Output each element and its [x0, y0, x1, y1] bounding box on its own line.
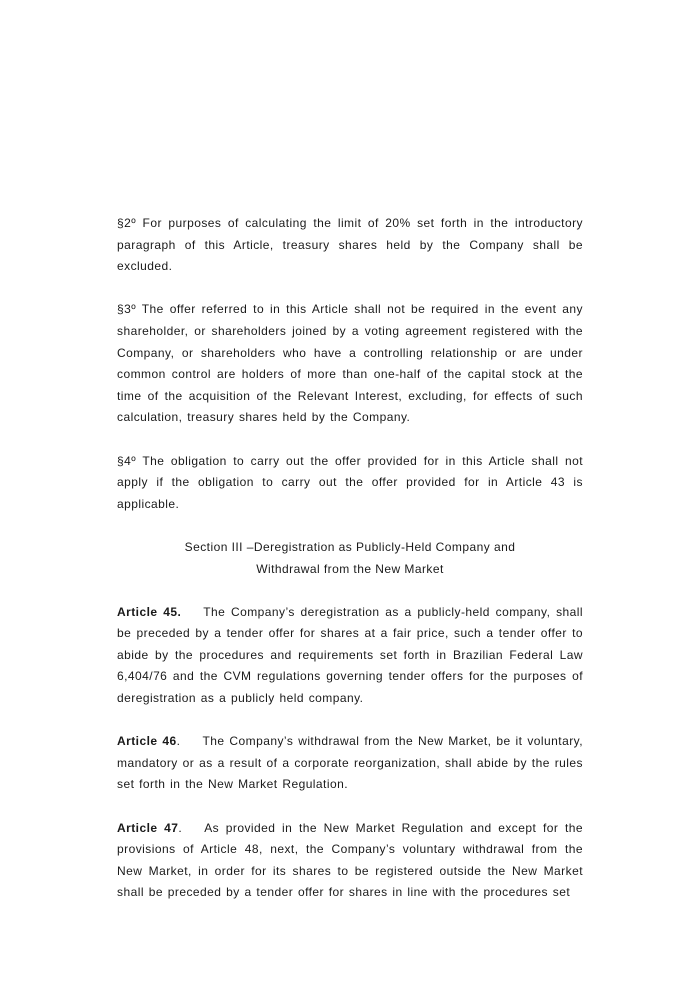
article-47-text: As provided in the New Market Regulation and except for the provisions of Article 48, next, the Company’s voluntary withdrawal from the New Market, in order for its shares to be registered outside the New Market shall be preceded by a tender offer for shares in line with the procedures set: [117, 820, 583, 900]
article-46-text: The Company’s withdrawal from the New Market, be it voluntary, mandatory or as a result of a corporate reorganization, shall abide by the rules set forth in the New Market Regulation.: [117, 734, 583, 792]
article-45-label: Article 45.: [117, 604, 182, 619]
article-47: [117, 818, 583, 904]
article-46-label: Article 46: [117, 734, 177, 749]
paragraph-2: §2º For purposes of calculating the limit of 20% set forth in the introductory paragraph of this Article, treasury shares held by the Company shall be excluded.: [117, 216, 583, 274]
article-45: [117, 602, 583, 710]
article-45-text: The Company’s deregistration as a publicly-held company, shall be preceded by a tender offer for shares at a fair price, such a tender offer to abide by the procedures and requirements set forth in Brazilian Federal Law 6,404/76 and the CVM regulations governing tender offers for the purposes of deregistration as a publicly held company.: [117, 604, 583, 706]
article-47-label: Article 47: [117, 820, 179, 835]
paragraph-3: §3º The offer referred to in this Article shall not be required in the event any shareholder, or shareholders joined by a voting agreement registered with the Company, or shareholders who have a controlling relationship or are under common control are holders of more than one-half of the capital stock at the time of the acquisition of the Relevant Interest, excluding, for effects of such calculation, treasury shares held by the Company.: [117, 302, 583, 425]
document-page: [117, 213, 583, 926]
section-heading-line-1: Section III –Deregistration as Publicly-Held Company and: [184, 539, 516, 554]
section-heading-line-2: Withdrawal from the New Market: [256, 561, 444, 576]
article-46: [117, 731, 583, 796]
section-heading: [117, 537, 583, 580]
article-46-punct: .: [176, 734, 181, 749]
article-47-punct: .: [178, 820, 183, 835]
paragraph-4: §4º The obligation to carry out the offer provided for in this Article shall not apply if the obligation to carry out the offer provided for in Article 43 is applicable.: [117, 453, 583, 511]
